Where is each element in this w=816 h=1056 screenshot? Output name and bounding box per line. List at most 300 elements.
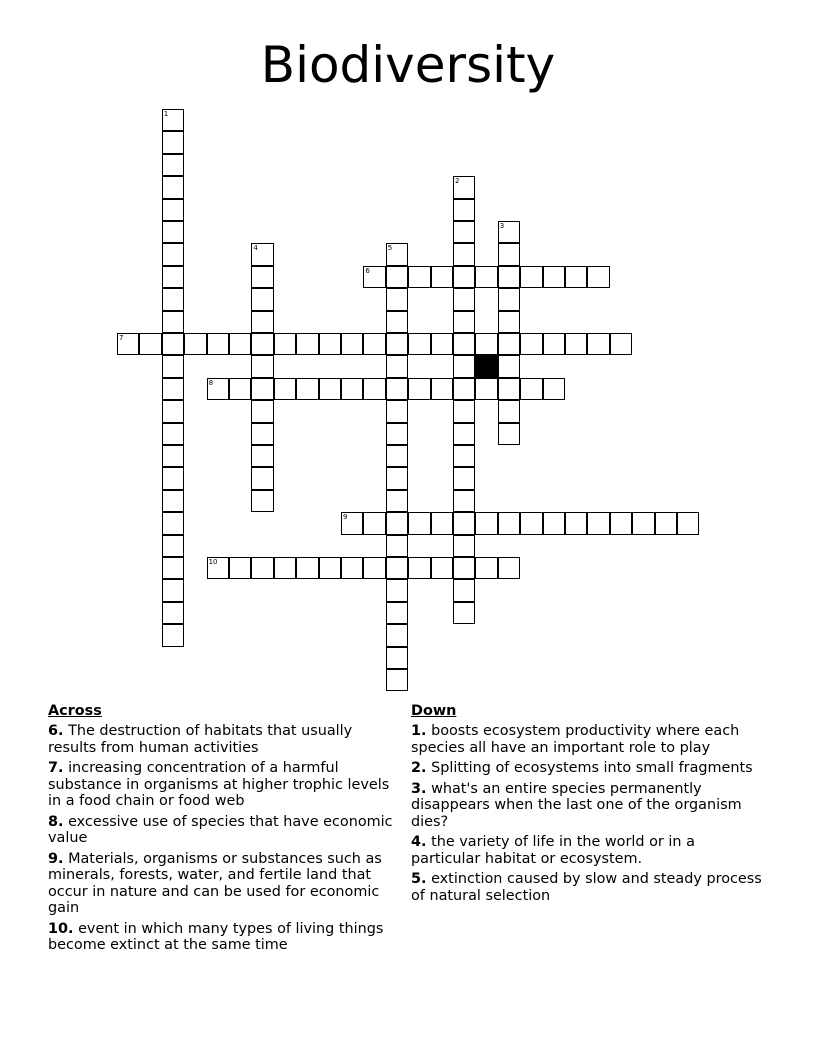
grid-cell[interactable] (475, 333, 497, 355)
grid-cell[interactable] (363, 557, 385, 579)
grid-cell[interactable] (162, 243, 184, 265)
grid-cell[interactable] (386, 243, 408, 265)
letter-input[interactable] (499, 513, 519, 533)
grid-cell[interactable] (453, 467, 475, 489)
grid-cell[interactable] (274, 557, 296, 579)
grid-cell[interactable] (386, 355, 408, 377)
letter-input[interactable] (387, 468, 407, 488)
letter-input[interactable] (544, 267, 564, 287)
letter-input[interactable] (387, 648, 407, 668)
letter-input[interactable] (454, 200, 474, 220)
grid-cell[interactable] (162, 176, 184, 198)
grid-cell[interactable] (475, 266, 497, 288)
grid-cell[interactable] (498, 378, 520, 400)
grid-cell[interactable] (274, 378, 296, 400)
grid-cell[interactable] (520, 266, 542, 288)
letter-input[interactable] (678, 513, 698, 533)
letter-input[interactable] (163, 200, 183, 220)
grid-cell[interactable] (386, 311, 408, 333)
letter-input[interactable] (476, 513, 496, 533)
letter-input[interactable] (432, 379, 452, 399)
grid-cell[interactable] (184, 333, 206, 355)
letter-input[interactable] (342, 334, 362, 354)
letter-input[interactable] (163, 267, 183, 287)
grid-cell[interactable] (453, 288, 475, 310)
grid-cell[interactable] (251, 490, 273, 512)
grid-cell[interactable] (453, 266, 475, 288)
grid-cell[interactable] (431, 557, 453, 579)
letter-input[interactable] (499, 289, 519, 309)
letter-input[interactable] (387, 289, 407, 309)
grid-cell[interactable] (386, 602, 408, 624)
grid-cell[interactable] (498, 288, 520, 310)
letter-input[interactable] (611, 513, 631, 533)
letter-input[interactable] (163, 424, 183, 444)
grid-cell[interactable] (453, 490, 475, 512)
grid-cell[interactable] (498, 333, 520, 355)
grid-cell[interactable] (162, 467, 184, 489)
letter-input[interactable] (499, 222, 519, 242)
letter-input[interactable] (342, 513, 362, 533)
grid-cell[interactable] (408, 266, 430, 288)
grid-cell[interactable] (341, 512, 363, 534)
letter-input[interactable] (454, 177, 474, 197)
grid-cell[interactable] (453, 512, 475, 534)
grid-cell[interactable] (431, 378, 453, 400)
grid-cell[interactable] (251, 400, 273, 422)
letter-input[interactable] (454, 536, 474, 556)
letter-input[interactable] (454, 603, 474, 623)
grid-cell[interactable] (498, 400, 520, 422)
grid-cell[interactable] (453, 355, 475, 377)
letter-input[interactable] (409, 334, 429, 354)
letter-input[interactable] (230, 334, 250, 354)
grid-cell[interactable] (498, 512, 520, 534)
grid-cell[interactable] (341, 557, 363, 579)
grid-cell[interactable] (207, 557, 229, 579)
letter-input[interactable] (342, 558, 362, 578)
letter-input[interactable] (387, 356, 407, 376)
grid-cell[interactable] (251, 445, 273, 467)
letter-input[interactable] (454, 244, 474, 264)
grid-cell[interactable] (386, 400, 408, 422)
letter-input[interactable] (297, 379, 317, 399)
grid-cell[interactable] (610, 333, 632, 355)
grid-cell[interactable] (408, 557, 430, 579)
letter-input[interactable] (163, 155, 183, 175)
grid-cell[interactable] (162, 221, 184, 243)
letter-input[interactable] (476, 379, 496, 399)
grid-cell[interactable] (251, 423, 273, 445)
grid-cell[interactable] (319, 557, 341, 579)
grid-cell[interactable] (162, 445, 184, 467)
grid-cell[interactable] (162, 512, 184, 534)
grid-cell[interactable] (162, 557, 184, 579)
grid-cell[interactable] (319, 333, 341, 355)
grid-cell[interactable] (319, 378, 341, 400)
letter-input[interactable] (252, 446, 272, 466)
grid-cell[interactable] (431, 333, 453, 355)
grid-cell[interactable] (453, 311, 475, 333)
letter-input[interactable] (252, 267, 272, 287)
grid-cell[interactable] (431, 266, 453, 288)
grid-cell[interactable] (162, 490, 184, 512)
grid-cell[interactable] (453, 400, 475, 422)
grid-cell[interactable] (386, 445, 408, 467)
grid-cell[interactable] (229, 557, 251, 579)
letter-input[interactable] (163, 177, 183, 197)
letter-input[interactable] (163, 222, 183, 242)
letter-input[interactable] (476, 334, 496, 354)
grid-cell[interactable] (386, 647, 408, 669)
letter-input[interactable] (499, 424, 519, 444)
grid-cell[interactable] (386, 669, 408, 691)
grid-cell[interactable] (475, 557, 497, 579)
grid-cell[interactable] (296, 333, 318, 355)
letter-input[interactable] (454, 334, 474, 354)
grid-cell[interactable] (453, 579, 475, 601)
grid-cell[interactable] (386, 378, 408, 400)
letter-input[interactable] (387, 424, 407, 444)
letter-input[interactable] (252, 312, 272, 332)
grid-cell[interactable] (341, 378, 363, 400)
grid-cell[interactable] (386, 535, 408, 557)
grid-cell[interactable] (408, 512, 430, 534)
grid-cell[interactable] (363, 266, 385, 288)
letter-input[interactable] (185, 334, 205, 354)
letter-input[interactable] (409, 558, 429, 578)
letter-input[interactable] (252, 379, 272, 399)
letter-input[interactable] (387, 244, 407, 264)
letter-input[interactable] (454, 312, 474, 332)
grid-cell[interactable] (475, 512, 497, 534)
grid-cell[interactable] (162, 333, 184, 355)
grid-cell[interactable] (632, 512, 654, 534)
grid-cell[interactable] (498, 243, 520, 265)
letter-input[interactable] (387, 267, 407, 287)
letter-input[interactable] (252, 334, 272, 354)
letter-input[interactable] (163, 558, 183, 578)
letter-input[interactable] (320, 379, 340, 399)
letter-input[interactable] (387, 580, 407, 600)
letter-input[interactable] (499, 334, 519, 354)
letter-input[interactable] (364, 267, 384, 287)
grid-cell[interactable] (251, 467, 273, 489)
grid-cell[interactable] (565, 333, 587, 355)
grid-cell[interactable] (386, 288, 408, 310)
letter-input[interactable] (252, 244, 272, 264)
letter-input[interactable] (275, 558, 295, 578)
grid-cell[interactable] (453, 445, 475, 467)
grid-cell[interactable] (162, 423, 184, 445)
letter-input[interactable] (544, 379, 564, 399)
grid-cell[interactable] (251, 355, 273, 377)
letter-input[interactable] (454, 267, 474, 287)
grid-cell[interactable] (251, 378, 273, 400)
letter-input[interactable] (364, 558, 384, 578)
grid-cell[interactable] (655, 512, 677, 534)
letter-input[interactable] (454, 356, 474, 376)
grid-cell[interactable] (386, 557, 408, 579)
letter-input[interactable] (387, 536, 407, 556)
letter-input[interactable] (387, 513, 407, 533)
letter-input[interactable] (499, 356, 519, 376)
grid-cell[interactable] (229, 333, 251, 355)
letter-input[interactable] (521, 379, 541, 399)
grid-cell[interactable] (341, 333, 363, 355)
letter-input[interactable] (656, 513, 676, 533)
grid-cell[interactable] (431, 512, 453, 534)
letter-input[interactable] (521, 513, 541, 533)
grid-cell[interactable] (587, 266, 609, 288)
letter-input[interactable] (163, 132, 183, 152)
grid-cell[interactable] (498, 423, 520, 445)
letter-input[interactable] (409, 379, 429, 399)
grid-cell[interactable] (162, 602, 184, 624)
letter-input[interactable] (588, 513, 608, 533)
grid-cell[interactable] (363, 333, 385, 355)
grid-cell[interactable] (565, 266, 587, 288)
grid-cell[interactable] (386, 490, 408, 512)
letter-input[interactable] (476, 558, 496, 578)
grid-cell[interactable] (453, 557, 475, 579)
letter-input[interactable] (588, 267, 608, 287)
letter-input[interactable] (163, 401, 183, 421)
letter-input[interactable] (387, 379, 407, 399)
letter-input[interactable] (454, 513, 474, 533)
grid-cell[interactable] (386, 266, 408, 288)
grid-cell[interactable] (386, 624, 408, 646)
letter-input[interactable] (454, 401, 474, 421)
letter-input[interactable] (611, 334, 631, 354)
grid-cell[interactable] (162, 579, 184, 601)
grid-cell[interactable] (162, 400, 184, 422)
letter-input[interactable] (163, 603, 183, 623)
grid-cell[interactable] (229, 378, 251, 400)
grid-cell[interactable] (677, 512, 699, 534)
grid-cell[interactable] (162, 154, 184, 176)
grid-cell[interactable] (587, 512, 609, 534)
letter-input[interactable] (208, 558, 228, 578)
letter-input[interactable] (320, 334, 340, 354)
letter-input[interactable] (544, 513, 564, 533)
grid-cell[interactable] (565, 512, 587, 534)
grid-cell[interactable] (386, 467, 408, 489)
letter-input[interactable] (163, 536, 183, 556)
grid-cell[interactable] (520, 512, 542, 534)
letter-input[interactable] (499, 558, 519, 578)
letter-input[interactable] (476, 267, 496, 287)
letter-input[interactable] (252, 491, 272, 511)
letter-input[interactable] (275, 379, 295, 399)
grid-cell[interactable] (498, 311, 520, 333)
grid-cell[interactable] (162, 131, 184, 153)
letter-input[interactable] (454, 446, 474, 466)
grid-cell[interactable] (453, 243, 475, 265)
grid-cell[interactable] (386, 579, 408, 601)
letter-input[interactable] (387, 334, 407, 354)
letter-input[interactable] (499, 379, 519, 399)
letter-input[interactable] (252, 401, 272, 421)
letter-input[interactable] (454, 424, 474, 444)
letter-input[interactable] (432, 267, 452, 287)
letter-input[interactable] (252, 558, 272, 578)
letter-input[interactable] (454, 558, 474, 578)
letter-input[interactable] (387, 446, 407, 466)
grid-cell[interactable] (162, 378, 184, 400)
letter-input[interactable] (163, 446, 183, 466)
letter-input[interactable] (454, 222, 474, 242)
grid-cell[interactable] (453, 423, 475, 445)
grid-cell[interactable] (610, 512, 632, 534)
letter-input[interactable] (163, 580, 183, 600)
letter-input[interactable] (432, 513, 452, 533)
grid-cell[interactable] (162, 311, 184, 333)
letter-input[interactable] (297, 334, 317, 354)
grid-cell[interactable] (251, 243, 273, 265)
letter-input[interactable] (633, 513, 653, 533)
grid-cell[interactable] (543, 512, 565, 534)
letter-input[interactable] (566, 513, 586, 533)
grid-cell[interactable] (453, 333, 475, 355)
letter-input[interactable] (409, 267, 429, 287)
letter-input[interactable] (140, 334, 160, 354)
letter-input[interactable] (409, 513, 429, 533)
grid-cell[interactable] (162, 624, 184, 646)
letter-input[interactable] (163, 334, 183, 354)
grid-cell[interactable] (251, 266, 273, 288)
letter-input[interactable] (163, 312, 183, 332)
letter-input[interactable] (387, 491, 407, 511)
letter-input[interactable] (208, 334, 228, 354)
letter-input[interactable] (387, 312, 407, 332)
letter-input[interactable] (454, 580, 474, 600)
letter-input[interactable] (252, 468, 272, 488)
letter-input[interactable] (163, 625, 183, 645)
grid-cell[interactable] (453, 602, 475, 624)
letter-input[interactable] (118, 334, 138, 354)
grid-cell[interactable] (453, 176, 475, 198)
grid-cell[interactable] (453, 199, 475, 221)
grid-cell[interactable] (117, 333, 139, 355)
letter-input[interactable] (163, 513, 183, 533)
letter-input[interactable] (432, 558, 452, 578)
grid-cell[interactable] (386, 512, 408, 534)
grid-cell[interactable] (386, 423, 408, 445)
letter-input[interactable] (454, 379, 474, 399)
grid-cell[interactable] (363, 512, 385, 534)
grid-cell[interactable] (251, 333, 273, 355)
letter-input[interactable] (454, 491, 474, 511)
letter-input[interactable] (387, 670, 407, 690)
grid-cell[interactable] (587, 333, 609, 355)
grid-cell[interactable] (453, 378, 475, 400)
letter-input[interactable] (566, 334, 586, 354)
letter-input[interactable] (163, 244, 183, 264)
letter-input[interactable] (499, 401, 519, 421)
letter-input[interactable] (163, 379, 183, 399)
letter-input[interactable] (163, 491, 183, 511)
letter-input[interactable] (387, 603, 407, 623)
letter-input[interactable] (499, 244, 519, 264)
grid-cell[interactable] (498, 266, 520, 288)
grid-cell[interactable] (274, 333, 296, 355)
letter-input[interactable] (163, 289, 183, 309)
grid-cell[interactable] (207, 333, 229, 355)
grid-cell[interactable] (386, 333, 408, 355)
grid-cell[interactable] (162, 535, 184, 557)
grid-cell[interactable] (162, 266, 184, 288)
grid-cell[interactable] (363, 378, 385, 400)
letter-input[interactable] (387, 558, 407, 578)
letter-input[interactable] (364, 513, 384, 533)
grid-cell[interactable] (498, 221, 520, 243)
grid-cell[interactable] (498, 355, 520, 377)
letter-input[interactable] (364, 334, 384, 354)
letter-input[interactable] (342, 379, 362, 399)
grid-cell[interactable] (543, 266, 565, 288)
letter-input[interactable] (499, 312, 519, 332)
letter-input[interactable] (297, 558, 317, 578)
grid-cell[interactable] (475, 378, 497, 400)
letter-input[interactable] (387, 401, 407, 421)
letter-input[interactable] (544, 334, 564, 354)
grid-cell[interactable] (520, 378, 542, 400)
letter-input[interactable] (454, 289, 474, 309)
letter-input[interactable] (252, 424, 272, 444)
letter-input[interactable] (252, 289, 272, 309)
grid-cell[interactable] (162, 199, 184, 221)
grid-cell[interactable] (296, 378, 318, 400)
letter-input[interactable] (387, 625, 407, 645)
letter-input[interactable] (252, 356, 272, 376)
grid-cell[interactable] (498, 557, 520, 579)
grid-cell[interactable] (251, 288, 273, 310)
letter-input[interactable] (521, 334, 541, 354)
letter-input[interactable] (275, 334, 295, 354)
grid-cell[interactable] (543, 333, 565, 355)
grid-cell[interactable] (251, 557, 273, 579)
grid-cell[interactable] (139, 333, 161, 355)
letter-input[interactable] (566, 267, 586, 287)
grid-cell[interactable] (453, 221, 475, 243)
grid-cell[interactable] (520, 333, 542, 355)
letter-input[interactable] (588, 334, 608, 354)
letter-input[interactable] (230, 558, 250, 578)
grid-cell[interactable] (162, 109, 184, 131)
letter-input[interactable] (230, 379, 250, 399)
letter-input[interactable] (163, 356, 183, 376)
grid-cell[interactable] (408, 378, 430, 400)
grid-cell[interactable] (543, 378, 565, 400)
letter-input[interactable] (320, 558, 340, 578)
grid-cell[interactable] (207, 378, 229, 400)
letter-input[interactable] (499, 267, 519, 287)
letter-input[interactable] (454, 468, 474, 488)
letter-input[interactable] (163, 110, 183, 130)
letter-input[interactable] (163, 468, 183, 488)
letter-input[interactable] (432, 334, 452, 354)
letter-input[interactable] (364, 379, 384, 399)
grid-cell[interactable] (162, 355, 184, 377)
letter-input[interactable] (521, 267, 541, 287)
grid-cell[interactable] (453, 535, 475, 557)
letter-input[interactable] (208, 379, 228, 399)
grid-cell[interactable] (162, 288, 184, 310)
grid-cell[interactable] (251, 311, 273, 333)
grid-cell[interactable] (408, 333, 430, 355)
grid-cell[interactable] (296, 557, 318, 579)
